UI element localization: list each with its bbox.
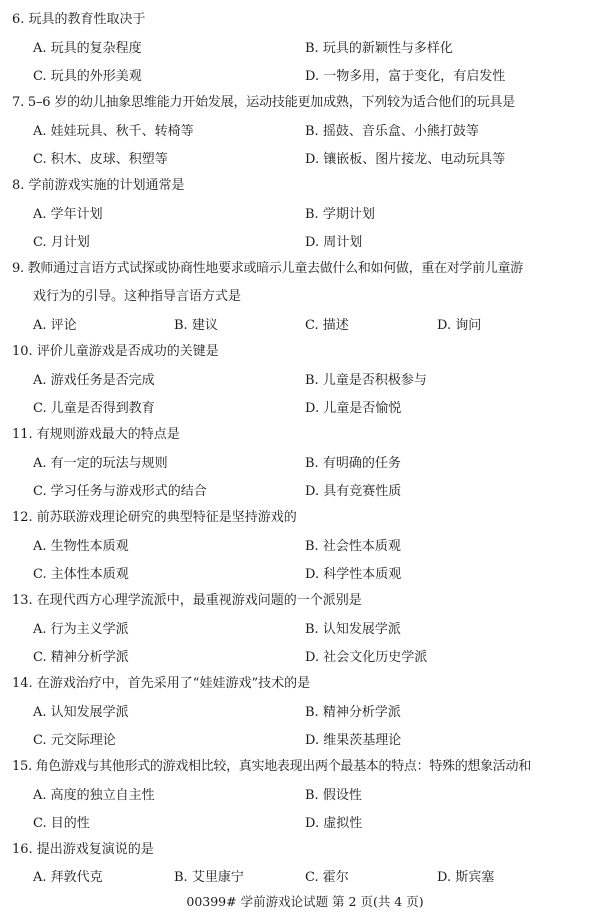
option-a: A. 评论 (33, 318, 77, 333)
option-b: B. 艾里康宁 (174, 870, 244, 885)
question-stem: 8. 学前游戏实施的计划通常是 (12, 178, 185, 193)
option-d: D. 儿童是否愉悦 (305, 401, 402, 416)
option-c: C. 描述 (305, 318, 349, 333)
option-d: D. 斯宾塞 (437, 870, 495, 885)
option-a: A. 生物性本质观 (33, 539, 129, 554)
question-stem: 6. 玩具的教育性取决于 (12, 12, 146, 27)
option-c: C. 儿童是否得到教育 (33, 401, 155, 416)
question-stem: 15. 角色游戏与其他形式的游戏相比较，真实地表现出两个最基本的特点：特殊的想象活动和 (12, 759, 531, 774)
option-c: C. 霍尔 (305, 870, 349, 885)
option-d: D. 虚拟性 (305, 816, 363, 831)
option-c: C. 目的性 (33, 816, 90, 831)
option-a: A. 玩具的复杂程度 (33, 41, 142, 56)
question-stem: 14. 在游戏治疗中，首先采用了“娃娃游戏”技术的是 (12, 676, 311, 691)
option-a: A. 娃娃玩具、秋千、转椅等 (33, 124, 194, 139)
option-a: A. 认知发展学派 (33, 705, 129, 720)
question-stem: 13. 在现代西方心理学流派中，最重视游戏问题的一个派别是 (12, 593, 362, 608)
option-c: C. 月计划 (33, 235, 90, 250)
question-stem: 7. 5–6 岁的幼儿抽象思维能力开始发展，运动技能更加成熟，下列较为适合他们的玩具是 (12, 95, 516, 110)
option-a: A. 行为主义学派 (33, 622, 129, 637)
option-b: B. 建议 (174, 318, 218, 333)
option-c: C. 积木、皮球、积塑等 (33, 152, 168, 167)
option-b: B. 精神分析学派 (305, 705, 401, 720)
question-stem-line-2: 戏行为的引导。这种指导言语方式是 (33, 289, 242, 304)
option-c: C. 精神分析学派 (33, 650, 129, 665)
option-d: D. 镶嵌板、图片接龙、电动玩具等 (305, 152, 506, 167)
option-b: B. 玩具的新颖性与多样化 (305, 41, 453, 56)
option-c: C. 元交际理论 (33, 733, 116, 748)
option-d: D. 科学性本质观 (305, 567, 402, 582)
option-a: A. 有一定的玩法与规则 (33, 456, 168, 471)
option-c: C. 玩具的外形美观 (33, 69, 142, 84)
option-d: D. 维果茨基理论 (305, 733, 402, 748)
option-a: A. 学年计划 (33, 207, 103, 222)
question-stem: 11. 有规则游戏最大的特点是 (12, 427, 180, 442)
option-b: B. 有明确的任务 (305, 456, 401, 471)
option-b: B. 儿童是否积极参与 (305, 373, 427, 388)
question-stem-line-1: 9. 教师通过言语方式试探或协商性地要求或暗示儿童去做什么和如何做，重在对学前儿童游 (12, 261, 523, 276)
question-stem: 16. 提出游戏复演说的是 (12, 842, 154, 857)
option-b: B. 摇鼓、音乐盒、小熊打鼓等 (305, 124, 479, 139)
option-c: C. 学习任务与游戏形式的结合 (33, 484, 207, 499)
option-b: B. 认知发展学派 (305, 622, 401, 637)
option-d: D. 询问 (437, 318, 482, 333)
question-stem: 12. 前苏联游戏理论研究的典型特征是坚持游戏的 (12, 510, 297, 525)
option-c: C. 主体性本质观 (33, 567, 129, 582)
option-a: A. 拜敦代克 (33, 870, 103, 885)
option-b: B. 社会性本质观 (305, 539, 401, 554)
option-d: D. 一物多用，富于变化，有启发性 (305, 69, 506, 84)
option-d: D. 具有竞赛性质 (305, 484, 402, 499)
page-footer: 00399# 学前游戏论试题 第 2 页(共 4 页) (186, 894, 424, 909)
question-stem: 10. 评价儿童游戏是否成功的关键是 (12, 344, 219, 359)
option-b: B. 学期计划 (305, 207, 375, 222)
option-d: D. 周计划 (305, 235, 363, 250)
option-b: B. 假设性 (305, 788, 362, 803)
option-a: A. 高度的独立自主性 (33, 788, 155, 803)
option-d: D. 社会文化历史学派 (305, 650, 428, 665)
option-a: A. 游戏任务是否完成 (33, 373, 155, 388)
